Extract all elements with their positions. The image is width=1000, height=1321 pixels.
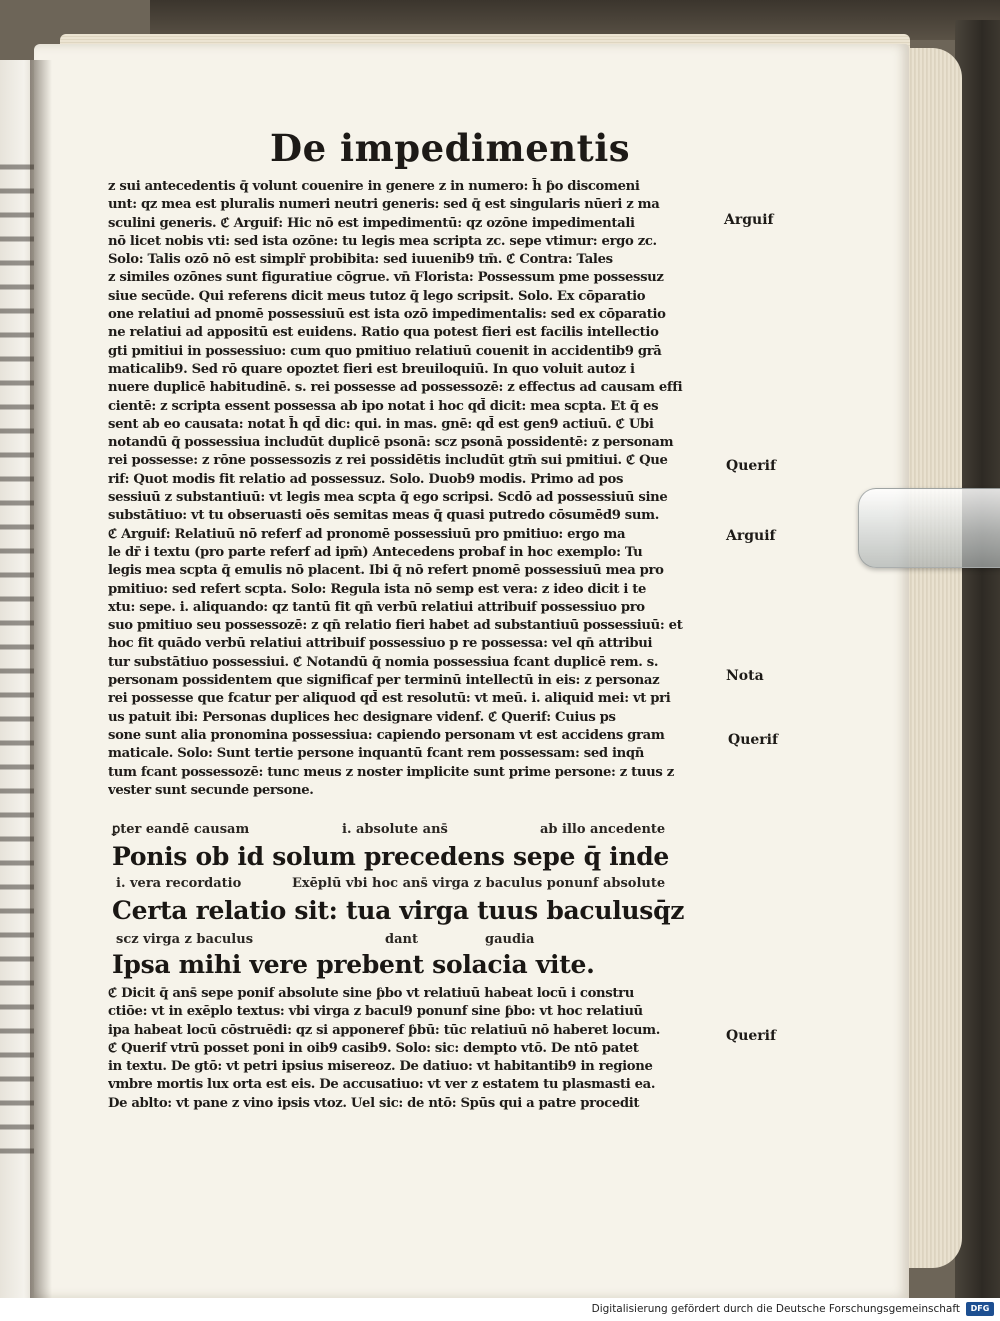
- margin-note: Nota: [726, 668, 764, 684]
- text-line: sent ab eo causata: notat h̄ qd̄ dic: qui. in mas. gnē: qd̄ est gen9 actiuū. ℭ Ubi: [108, 416, 654, 432]
- text-line: ne relatiui ad appositū est euidens. Ratio qua potest fieri est facilis intellectio: [108, 325, 659, 341]
- verse-gloss: i. vera recordatio: [116, 876, 242, 891]
- page-edges: [900, 48, 962, 1268]
- verse-line: Ipsa mihi vere prebent solacia vite.: [112, 950, 595, 979]
- footer: [0, 1298, 1000, 1321]
- text-line: xtu: sepe. i. aliquando: qz tantū fit qn̄ verbū relatiui attribuif possessiuo pro: [108, 599, 645, 615]
- text-line: Solo: Talis ozō nō est simplr̄ probibita: sed iuuenib9 tm̄. ℭ Contra: Tales: [108, 252, 613, 268]
- text-line: hoc fit quādo verbū relatiui attribuif possessiuo p re possessa: vel qn̄ attribui: [108, 636, 653, 652]
- margin-note: Arguif: [726, 528, 776, 544]
- text-line: maticale. Solo: Sunt tertie persone inquantū fcant rem possessam: sed inqn̄: [108, 746, 644, 762]
- text-line: pmitiuo: sed refert scpta. Solo: Regula ista nō semp est vera: z ideo dicit i te: [108, 581, 647, 597]
- text-line: tur substātiuo possessiui. ℭ Notandū q̄ nomia possessiua fcant duplicē rem. s.: [108, 654, 659, 670]
- text-line: one relatiui ad pnomē possessiuū est ista ozō impedimentalis: sed ex cōparatio: [108, 307, 666, 323]
- text-line: suo pmitiuo seu possessozē: z qn̄ relatio fieri habet ad substantiuū possessiuū: et: [108, 618, 683, 634]
- text-line: nō licet nobis vti: sed ista ozōne: tu legis mea scripta zc. sepe vtimur: ergo zc.: [108, 233, 657, 249]
- margin-note: Querif: [728, 732, 778, 748]
- verse-gloss: Exēplū vbi hoc ans̄ virga z baculus ponunf absolute: [292, 876, 666, 891]
- text-line: ℭ Dicit q̄ ans̄ sepe ponif absolute sine ƥbo vt relatiuū habeat locū i constru: [108, 986, 634, 1001]
- dfg-logo: DFG: [966, 1302, 994, 1316]
- left-page-text-fragment: [0, 150, 34, 1160]
- margin-note: Arguif: [724, 212, 774, 228]
- text-line: in textu. De gtō: vt petri ipsius misereoz. De datiuo: vt habitantib9 in regione: [108, 1059, 653, 1075]
- text-line: sessiuū z substantiuū: vt legis mea scpta q̄ ego scripsi. Scdō ad possessiuū sine: [108, 490, 668, 506]
- page-title: De impedimentis: [270, 126, 631, 170]
- text-line: vmbre mortis lux orta est eis. De accusatiuo: vt ver z estatem tu plasmasti ea.: [108, 1077, 656, 1093]
- text-line: gti pmitiui in possessiuo: cum quo pmitiuo relatiuū couenit in accidentib9 grā: [108, 343, 662, 359]
- gutter-shadow: [30, 60, 52, 1298]
- text-line: ℭ Arguif: Relatiuū nō referf ad pronomē possessiuū pro pmitiuo: ergo ma: [108, 526, 626, 542]
- text-line: sone sunt alia pronomina possessiua: capiendo personam vt est accidens gram: [108, 727, 665, 743]
- text-line: le dr̄ i textu (pro parte referf ad ipm̄) Antecedens probaf in hoc exemplo: Tu: [108, 544, 643, 560]
- text-line: maticalib9. Sed rō quare opoztet fieri est breuiloquiū. In quo voluit autoz i: [108, 361, 635, 377]
- text-line: substātiuo: vt tu obseruasti oēs semitas meas q̄ quasi putredo cōsumēd9 sum.: [108, 508, 659, 524]
- verse-line: Certa relatio sit: tua virga tuus baculusq̄z: [112, 896, 685, 925]
- footer-credit: Digitalisierung gefördert durch die Deutsche Forschungsgemeinschaft: [591, 1303, 960, 1315]
- verse-line: Ponis ob id solum precedens sepe q̄ inde: [112, 842, 670, 871]
- verse-gloss: gaudia: [485, 932, 535, 947]
- text-line: vester sunt secunde persone.: [108, 782, 314, 798]
- text-line: notandū q̄ possessiua includūt duplicē psonā: scz psonā possidentē: z personam: [108, 435, 674, 451]
- text-line: z similes ozōnes sunt figuratiue cōgrue. vn̄ Florista: Possessum pme possessuz: [108, 270, 664, 286]
- text-line: rif: Quot modis fit relatio ad possessuz. Solo. Duob9 modis. Primo ad pos: [108, 471, 624, 487]
- text-line: us patuit ibi: Personas duplices hec designare videnf. ℭ Querif: Cuius ps: [108, 709, 616, 725]
- text-line: rei possesse: z rōne possessozis z rei possidētis includūt gtm̄ sui pmitiui. ℭ Que: [108, 453, 668, 469]
- text-line: tum fcant possessozē: tunc meus z noster implicite sunt prime persone: z tuus z: [108, 764, 674, 780]
- text-line: cientē: z scripta essent possessa ab ipo notat i hoc qd̄ dicit: mea scpta. Et q̄ es: [108, 398, 659, 414]
- verse-gloss: ꝑter eandē causam: [112, 822, 250, 837]
- text-line: z sui antecedentis q̄ volunt couenire in genere z in numero: h̄ ƥo discomeni: [108, 179, 640, 194]
- margin-note: Querif: [726, 458, 776, 474]
- text-line: legis mea scpta q̄ emulis nō placent. Ibi q̄ nō refert pnomē possessiuū mea pro: [108, 563, 664, 579]
- text-line: De ablto: vt pane z vino ipsis vtoz. Uel sic: de ntō: Spūs qui a patre procedit: [108, 1095, 640, 1111]
- text-line: siue secūde. Qui referens dicit meus tutoz q̄ lego scripsit. Solo. Ex cōparatio: [108, 288, 646, 304]
- text-line: ipa habeat locū cōstruēdi: qz si apponeref ƥbū: tūc relatiuū nō haberet locum.: [108, 1022, 660, 1038]
- verse-gloss: dant: [385, 932, 418, 947]
- margin-note: Querif: [726, 1028, 776, 1044]
- verse-gloss: scz virga z baculus: [116, 932, 254, 947]
- verse-gloss: i. absolute ans̄: [342, 822, 448, 837]
- body-text: [108, 178, 718, 800]
- text-line: rei possesse que fcatur per aliquod qd̄ est resolutū: vt meū. i. aliquid mei: vt pri: [108, 691, 671, 707]
- page-clip: [858, 488, 1000, 568]
- text-line: ℭ Querif vtrū posset poni in oib9 casib9. Solo: sic: dempto vtō. De ntō patet: [108, 1040, 639, 1056]
- text-line: sculini generis. ℭ Arguif: Hic nō est impedimentū: qz ozōne impedimentali: [108, 215, 635, 231]
- commentary-text: [108, 985, 720, 1113]
- text-line: nuere duplicē habitudinē. s. rei possesse ad possessozē: z effectus ad causam effi: [108, 380, 683, 396]
- text-line: ctiōe: vt in exēplo textus: vbi virga z bacul9 ponunf sine ƥbo: vt hoc relatiuū: [108, 1004, 643, 1020]
- verse-gloss: ab illo ancedente: [540, 822, 666, 837]
- text-line: unt: qz mea est pluralis numeri neutri generis: sed q̄ est singularis nūeri z ma: [108, 197, 660, 213]
- text-line: personam possidentem que significaf per terminū intellectū in eis: z personaz: [108, 673, 660, 689]
